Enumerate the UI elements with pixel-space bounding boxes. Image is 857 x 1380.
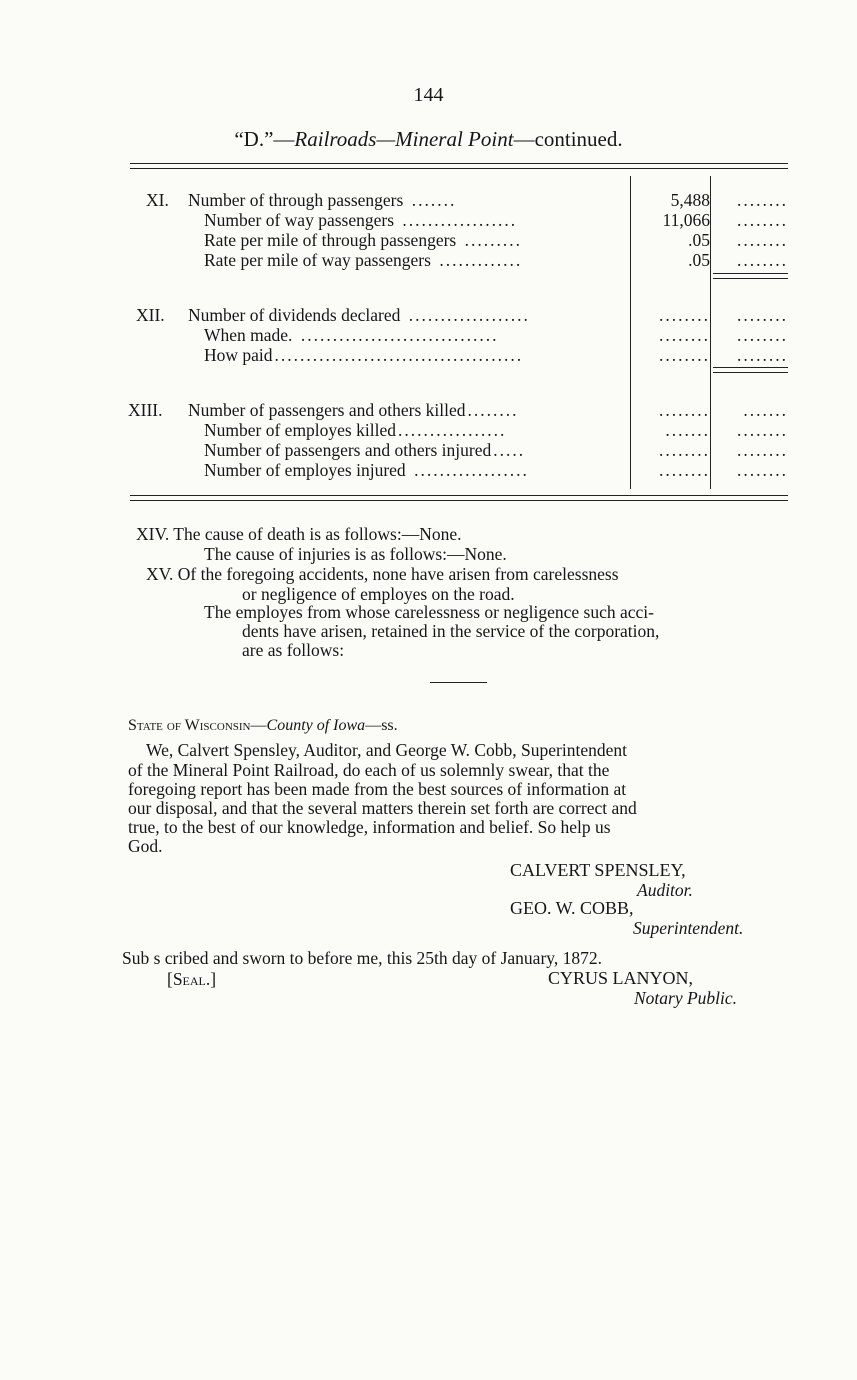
row-empty: ........ <box>737 230 788 250</box>
row-label: How paid <box>204 345 273 365</box>
note-xv-line2: or negligence of employes on the road. <box>242 584 515 604</box>
row-empty: ........ <box>659 345 710 365</box>
section-numeral: XIII. <box>128 400 163 420</box>
table-bottom-rule-2 <box>130 500 788 501</box>
subtotal-rule <box>713 367 788 368</box>
heading-italic: Railroads—Mineral Point <box>294 127 514 151</box>
subtotal-rule-2 <box>713 372 788 373</box>
row-label: When made. <box>204 325 293 345</box>
row-empty: ........ <box>737 345 788 365</box>
row-empty: ........ <box>737 460 788 480</box>
section-heading <box>0 127 857 152</box>
row-label: Number of through passengers <box>188 190 404 210</box>
venue-state: State of Wisconsin <box>128 717 251 734</box>
affidavit-line: true, to the best of our knowledge, information and belief. So help us <box>128 817 611 837</box>
affidavit-line: of the Mineral Point Railroad, do each of us solemnly swear, that the <box>128 760 610 780</box>
subtotal-rule-2 <box>713 278 788 279</box>
row-label: Rate per mile of through passengers <box>204 230 457 250</box>
heading-suffix: —continued. <box>513 127 623 151</box>
row-value: .05 <box>688 230 710 250</box>
table-row: Number of employes injured .................. ........ ........ <box>204 460 788 480</box>
note-xiv-line1 <box>136 524 461 544</box>
row-empty: ........ <box>659 305 710 325</box>
table-top-rule-2 <box>130 168 788 169</box>
table-row: How paid ....................................... ........ ........ <box>204 345 788 365</box>
note-xv-line4: dents have arisen, retained in the service of the corporation, <box>242 621 660 641</box>
row-empty: ........ <box>737 190 788 210</box>
signer2-name: GEO. W. COBB, <box>510 898 634 918</box>
row-label: Number of passengers and others killed <box>188 400 466 420</box>
note-xv-line3: The employes from whose carelessness or negligence such acci- <box>204 602 654 622</box>
row-empty: ........ <box>737 420 788 440</box>
note-xiv-line2: The cause of injuries is as follows:—None. <box>204 544 507 564</box>
table-row: Number of employes killed ................. ....... ........ <box>204 420 788 440</box>
affidavit-line: foregoing report has been made from the best sources of information at <box>128 779 627 799</box>
table-top-rule <box>130 163 788 164</box>
table-row: Rate per mile of through passengers ......... .05 ........ <box>204 230 788 250</box>
table-row: XI. Number of through passengers ....... 5,488 ........ <box>146 190 788 210</box>
table-row: Number of way passengers .................. 11,066 ........ <box>204 210 788 230</box>
row-empty: ....... <box>665 420 710 440</box>
subtotal-rule <box>713 273 788 274</box>
signer1-name: CALVERT SPENSLEY, <box>510 860 686 880</box>
row-empty: ........ <box>659 440 710 460</box>
row-value: .05 <box>688 250 710 270</box>
row-empty: ........ <box>737 440 788 460</box>
row-label: Number of passengers and others injured <box>204 440 492 460</box>
note-numeral: XV. <box>146 564 174 584</box>
affidavit-line: We, Calvert Spensley, Auditor, and George W. Cobb, Superintendent <box>146 740 628 760</box>
affidavit-line: God. <box>128 836 163 856</box>
affidavit-line: our disposal, and that the several matters therein set forth are correct and <box>128 798 637 818</box>
row-empty: ........ <box>737 325 788 345</box>
table-row: Rate per mile of way passengers ............. .05 ........ <box>204 250 788 270</box>
venue-line: State of Wisconsin—County of Iowa—ss. <box>128 717 398 734</box>
notary-name: CYRUS LANYON, <box>548 968 694 988</box>
row-value: 5,488 <box>670 190 710 210</box>
row-empty: ........ <box>737 305 788 325</box>
section-numeral: XII. <box>136 305 165 325</box>
venue-ss: —ss. <box>365 717 398 734</box>
heading-prefix: “D.”— <box>234 127 295 151</box>
note-numeral: XIV. <box>136 524 170 544</box>
row-empty: ....... <box>743 400 788 420</box>
row-empty: ........ <box>659 400 710 420</box>
seal-mark: [Seal.] <box>167 969 217 989</box>
row-empty: ........ <box>659 325 710 345</box>
page-number: 144 <box>413 84 444 106</box>
row-label: Rate per mile of way passengers <box>204 250 431 270</box>
notary-title: Notary Public. <box>634 988 738 1008</box>
subscribed-line: Sub s cribed and sworn to before me, this 25th day of January, 1872. <box>122 948 603 968</box>
row-label: Number of way passengers <box>204 210 395 230</box>
row-label: Number of dividends declared <box>188 305 401 325</box>
note-text: Of the foregoing accidents, none have arisen from carelessness <box>177 564 619 584</box>
signer2-title: Superintendent. <box>633 918 744 938</box>
note-xv-line5: are as follows: <box>242 640 345 660</box>
table-bottom-rule <box>130 495 788 496</box>
signer1-title: Auditor. <box>637 880 693 900</box>
table-row: XIII. Number of passengers and others killed ........ ........ ....... <box>128 400 788 420</box>
row-label: Number of employes killed <box>204 420 396 440</box>
venue-county: County of Iowa <box>266 717 366 734</box>
table-row: When made. ............................... ........ ........ <box>204 325 788 345</box>
row-label: Number of employes injured <box>204 460 406 480</box>
row-empty: ........ <box>659 460 710 480</box>
table-row: Number of passengers and others injured ..... ........ ........ <box>204 440 788 460</box>
note-text: The cause of death is as follows:—None. <box>173 524 462 544</box>
row-value: 11,066 <box>662 210 710 230</box>
section-divider <box>430 682 487 683</box>
note-xv-line1 <box>146 564 788 584</box>
row-empty: ........ <box>737 210 788 230</box>
row-empty: ........ <box>737 250 788 270</box>
table-row: XII. Number of dividends declared ................... ........ ........ <box>136 305 788 325</box>
section-numeral: XI. <box>146 190 169 210</box>
